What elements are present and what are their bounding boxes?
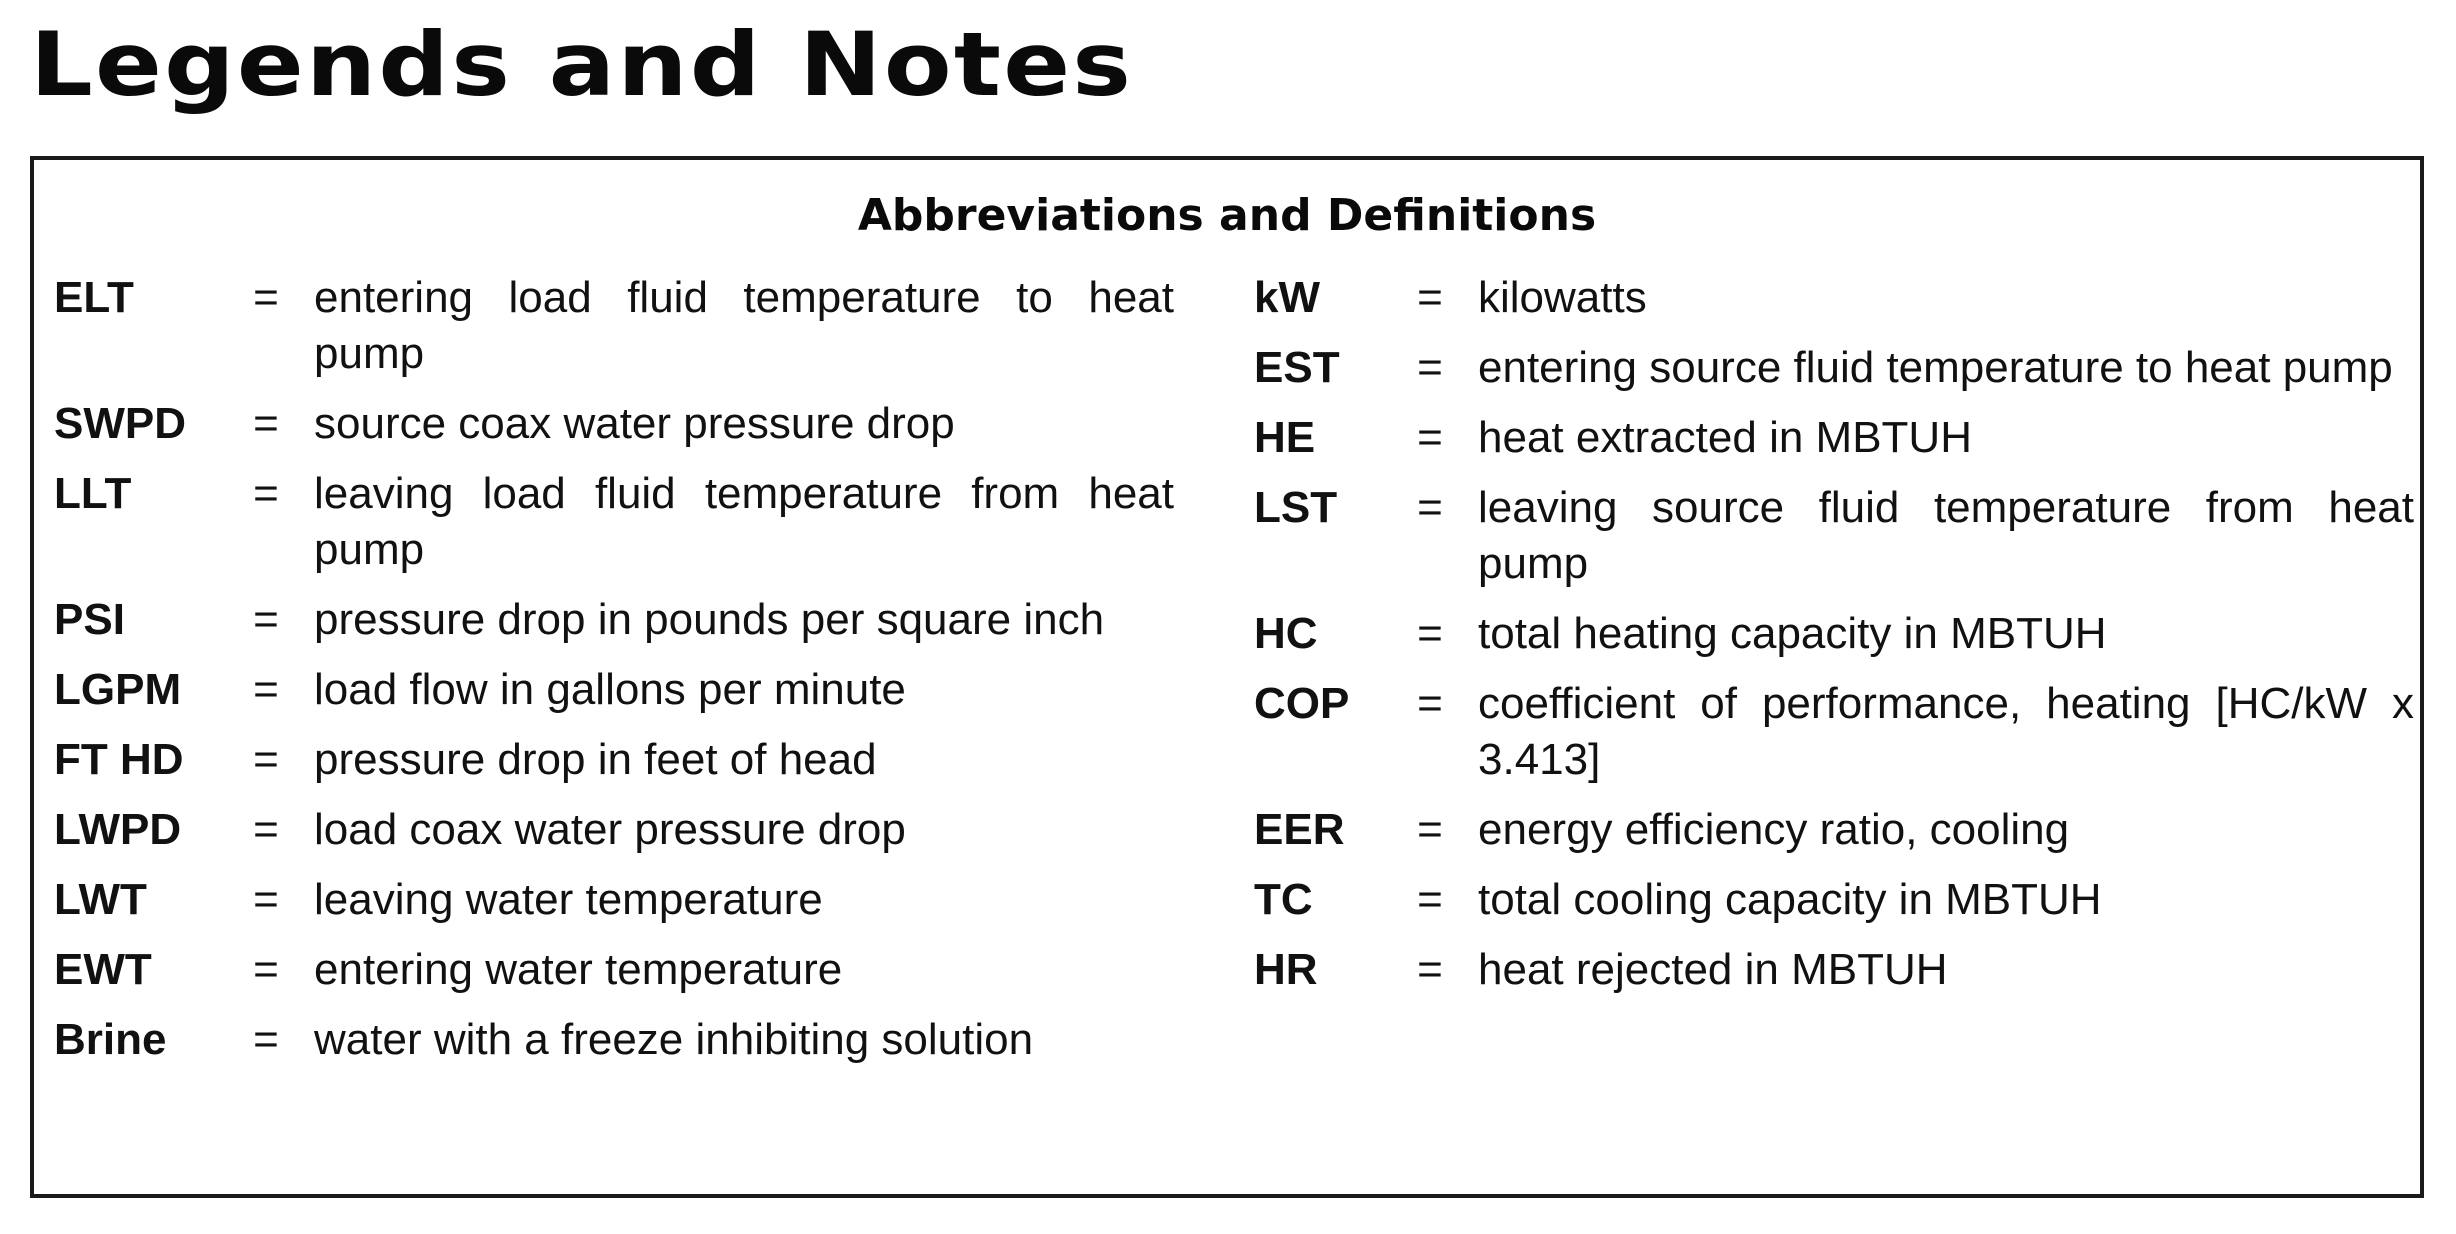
definition-row — [54, 1012, 1174, 1068]
definition-row — [1254, 340, 2414, 396]
abbreviation-term: EER — [1254, 805, 1345, 854]
definition-row — [54, 802, 1174, 858]
abbreviations-box — [30, 156, 2424, 1198]
abbreviation-term: Brine — [54, 1015, 167, 1064]
abbreviation-definition: entering load fluid temperature to heat pump — [314, 273, 1174, 378]
abbreviation-term: EWT — [54, 945, 152, 994]
abbreviation-term: PSI — [54, 595, 125, 644]
definition-row — [1254, 606, 2414, 662]
equals-sign: = — [1417, 413, 1443, 462]
equals-sign: = — [253, 469, 279, 518]
definition-row — [54, 592, 1174, 648]
abbreviation-term: HE — [1254, 413, 1316, 462]
box-heading: Abbreviations and Definitions — [857, 190, 1597, 241]
definition-row — [54, 662, 1174, 718]
equals-sign: = — [253, 875, 279, 924]
equals-sign: = — [1417, 945, 1443, 994]
equals-sign: = — [253, 805, 279, 854]
definition-row — [54, 872, 1174, 928]
definition-row — [1254, 410, 2414, 466]
equals-sign: = — [253, 735, 279, 784]
definition-row — [1254, 872, 2414, 928]
abbreviation-term: EST — [1254, 343, 1340, 392]
page-title: Legends and Notes — [30, 13, 1134, 116]
equals-sign: = — [253, 399, 279, 448]
abbreviation-term: HC — [1254, 609, 1318, 658]
definition-row — [54, 270, 1174, 382]
abbreviation-definition: coefficient of performance, heating [HC/kW x 3.413] — [1478, 679, 2414, 784]
equals-sign: = — [253, 665, 279, 714]
equals-sign: = — [253, 945, 279, 994]
abbreviation-definition: heat extracted in MBTUH — [1478, 413, 1972, 462]
equals-sign: = — [253, 1015, 279, 1064]
abbreviation-definition: load flow in gallons per minute — [314, 665, 906, 714]
equals-sign: = — [1417, 609, 1443, 658]
equals-sign: = — [1417, 875, 1443, 924]
definition-row — [1254, 270, 2414, 326]
abbreviation-term: FT HD — [54, 735, 184, 784]
definition-row — [1254, 942, 2414, 998]
definition-row — [1254, 802, 2414, 858]
equals-sign: = — [253, 273, 279, 322]
equals-sign: = — [1417, 483, 1443, 532]
right-definitions-column — [1254, 270, 2414, 1012]
abbreviation-definition: kilowatts — [1478, 273, 1647, 322]
abbreviation-definition: pressure drop in pounds per square inch — [314, 595, 1105, 644]
abbreviation-definition: pressure drop in feet of head — [314, 735, 877, 784]
abbreviation-term: LWPD — [54, 805, 182, 854]
equals-sign: = — [1417, 679, 1443, 728]
equals-sign: = — [253, 595, 279, 644]
abbreviation-term: LGPM — [54, 665, 182, 714]
definition-row — [1254, 480, 2414, 592]
abbreviation-definition: entering source fluid temperature to heat pump — [1478, 343, 2393, 392]
abbreviation-definition: load coax water pressure drop — [314, 805, 906, 854]
abbreviation-term: kW — [1254, 273, 1320, 322]
definition-row — [54, 732, 1174, 788]
abbreviation-definition: total cooling capacity in MBTUH — [1478, 875, 2102, 924]
definition-row — [54, 466, 1174, 578]
abbreviation-definition: source coax water pressure drop — [314, 399, 955, 448]
left-definitions-column — [54, 270, 1174, 1082]
abbreviation-term: HR — [1254, 945, 1318, 994]
abbreviation-definition: water with a freeze inhibiting solution — [314, 1015, 1034, 1064]
equals-sign: = — [1417, 343, 1443, 392]
abbreviation-term: LST — [1254, 483, 1338, 532]
abbreviation-definition: energy efficiency ratio, cooling — [1478, 805, 2070, 854]
abbreviation-definition: leaving load fluid temperature from heat pump — [314, 469, 1174, 574]
abbreviation-definition: entering water temperature — [314, 945, 843, 994]
abbreviation-definition: leaving water temperature — [314, 875, 823, 924]
equals-sign: = — [1417, 273, 1443, 322]
abbreviation-definition: total heating capacity in MBTUH — [1478, 609, 2107, 658]
abbreviation-term: ELT — [54, 273, 134, 322]
abbreviation-term: LLT — [54, 469, 132, 518]
abbreviation-term: LWT — [54, 875, 147, 924]
abbreviation-definition: heat rejected in MBTUH — [1478, 945, 1948, 994]
abbreviation-term: SWPD — [54, 399, 186, 448]
definition-row — [54, 396, 1174, 452]
abbreviation-definition: leaving source fluid temperature from heat pump — [1478, 483, 2414, 588]
abbreviation-term: TC — [1254, 875, 1313, 924]
definition-row — [1254, 676, 2414, 788]
abbreviation-term: COP — [1254, 679, 1350, 728]
definition-row — [54, 942, 1174, 998]
equals-sign: = — [1417, 805, 1443, 854]
